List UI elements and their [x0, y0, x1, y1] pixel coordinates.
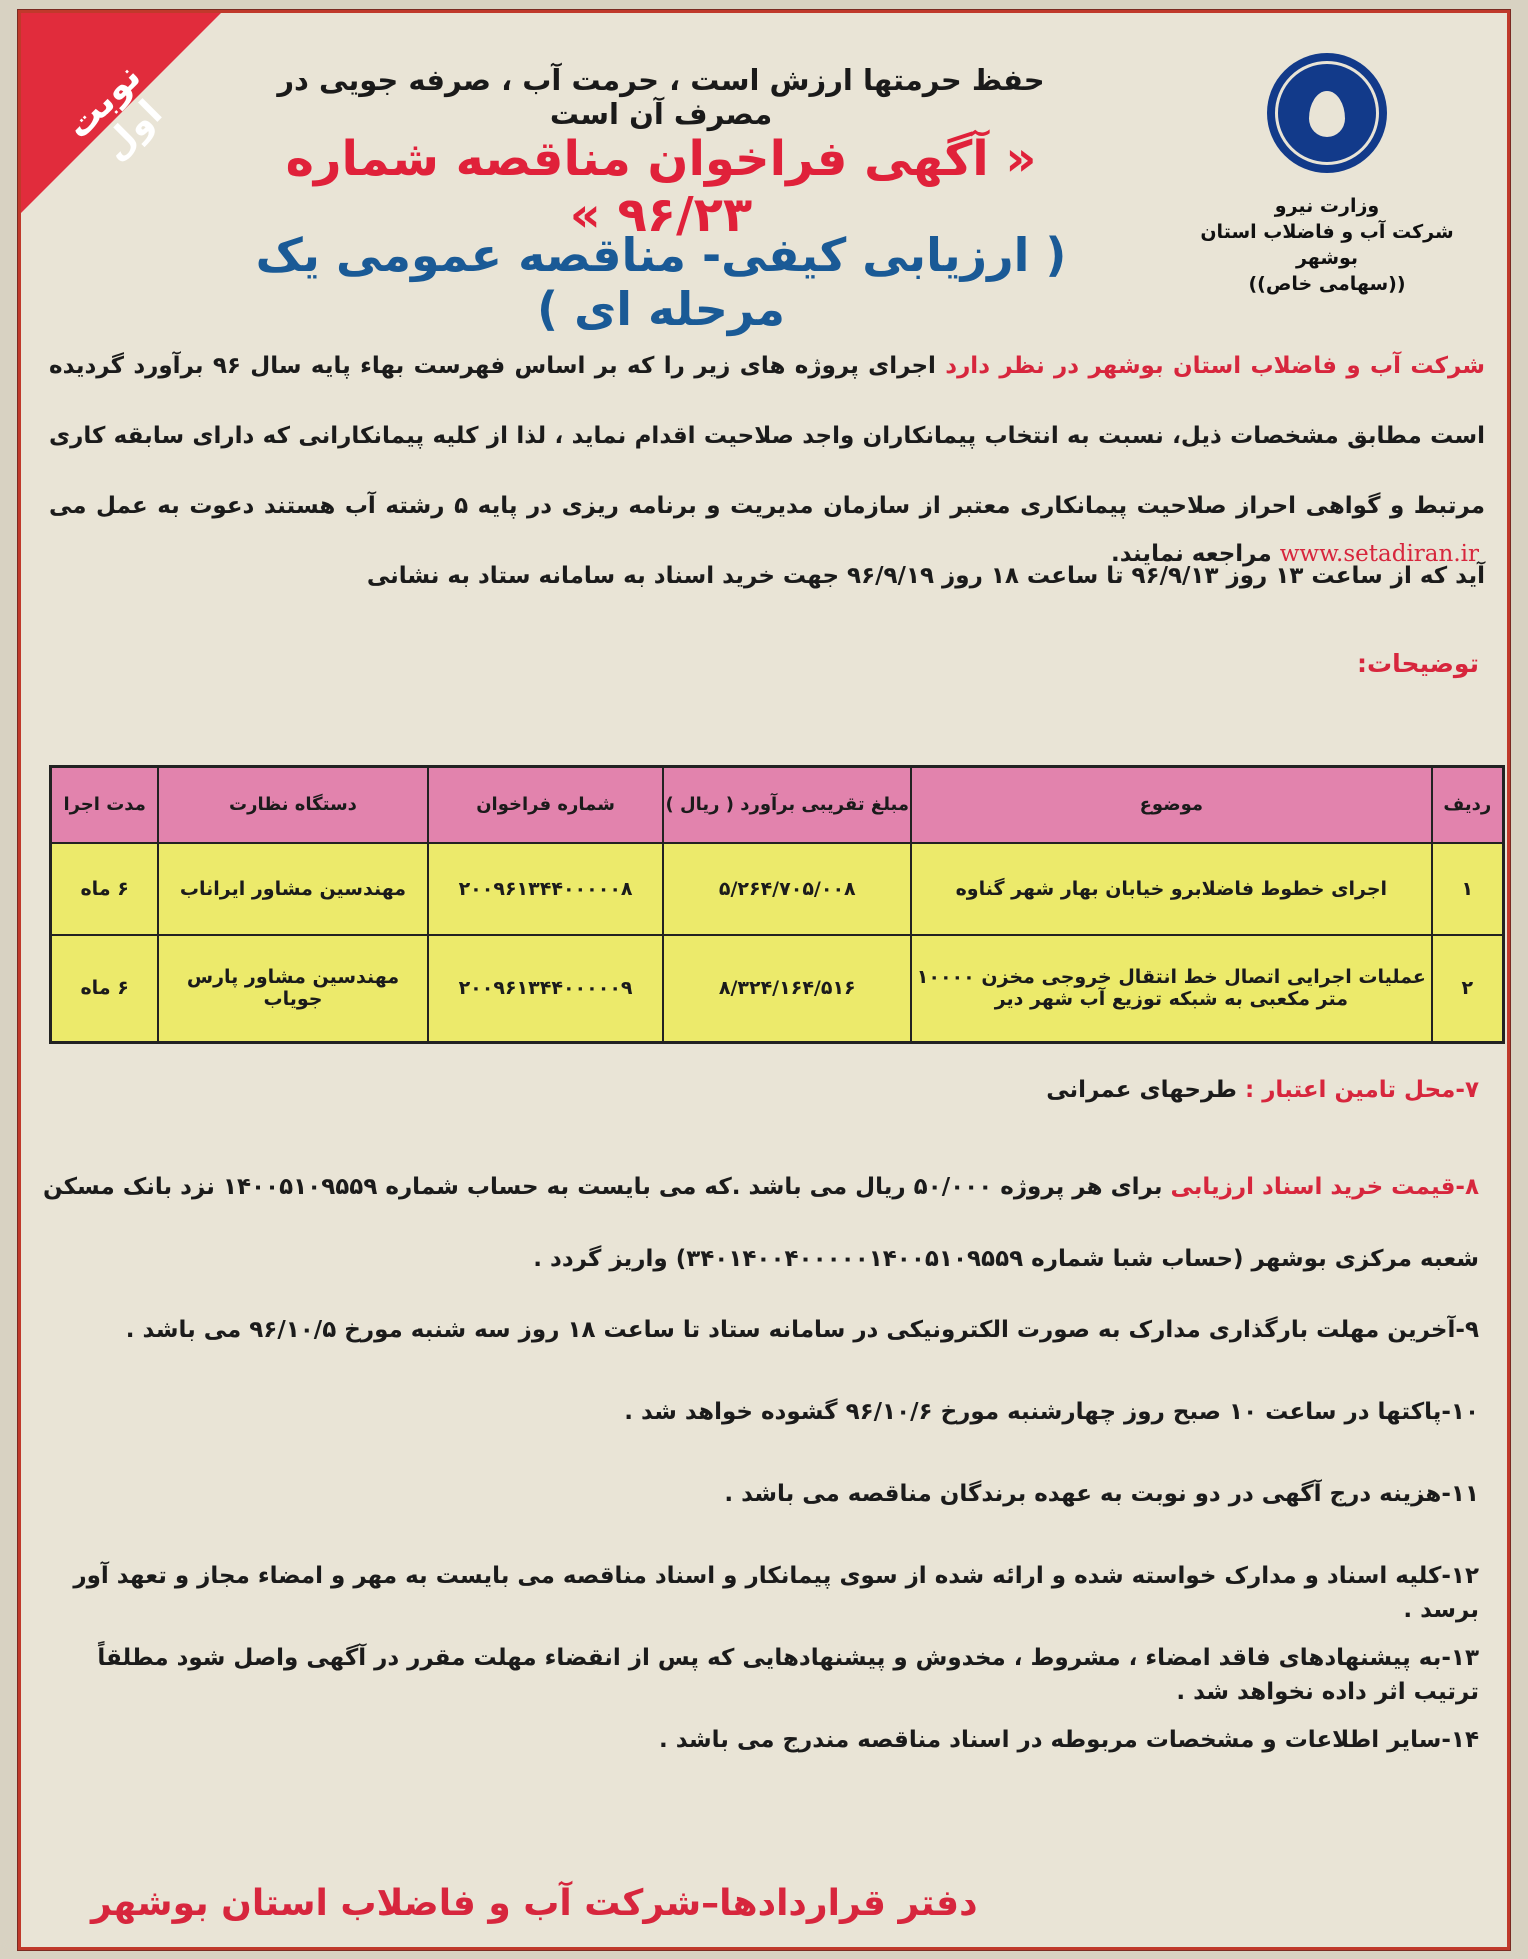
notes-heading: توضیحات: — [1357, 649, 1479, 678]
badge-label: نوبت اول — [57, 55, 171, 169]
note-7-label: ۷-محل تامین اعتبار : — [1244, 1077, 1479, 1103]
footer-signature: دفتر قراردادها–شرکت آب و فاضلاب استان بوشهر — [91, 1883, 978, 1924]
header-supervisor: دستگاه نظارت — [158, 767, 427, 843]
projects-table — [49, 765, 1505, 1044]
table-row — [51, 935, 1504, 1043]
table-header-row — [51, 767, 1504, 843]
org-ministry: وزارت نیرو — [1274, 195, 1380, 217]
note-item-10: ۱۰-پاکتها در ساعت ۱۰ صبح روز چهارشنبه مورخ ۹۶/۱۰/۶ گشوده خواهد شد . — [624, 1399, 1479, 1425]
cell-supervisor: مهندسین مشاور ایراناب — [158, 843, 427, 935]
cell-estimate: ۸/۳۲۴/۱۶۴/۵۱۶ — [663, 935, 911, 1043]
tender-notice — [18, 10, 1510, 1950]
header-subject: موضوع — [911, 767, 1432, 843]
note-7-value: طرحهای عمرانی — [1046, 1077, 1245, 1103]
intro-body: اجرای پروژه های زیر را که بر اساس فهرست بهاء پایه سال ۹۶ برآورد گردیده است مطابق مشخصات ذیل، نسبت به انتخاب پیمانکاران واجد صلاحیت اقدام نماید ، لذا از کلیه پیمانکارانی که دارای سابقه کاری مرتبط و گواهی احراز صلاحیت پیمانکاری معتبر از سازمان مدیریت و برنامه ریزی در پایه ۵ رشته آب هستند دعوت به عمل می آید که از ساعت ۱۳ روز ۹۶/۹/۱۳ تا ساعت ۱۸ روز ۹۶/۹/۱۹ جهت خرید اسناد به سامانه ستاد به نشانی — [49, 353, 1486, 589]
cell-row-number: ۲ — [1432, 935, 1504, 1043]
intro-tail: مراجعه نمایند. — [1111, 541, 1280, 567]
slogan: حفظ حرمتها ارزش است ، حرمت آب ، صرفه جویی در مصرف آن است — [277, 63, 1045, 131]
cell-call-number: ۲۰۰۹۶۱۳۴۴۰۰۰۰۰۹ — [428, 935, 664, 1043]
note-8-label: ۸-قیمت خرید اسناد ارزیابی — [1170, 1174, 1479, 1200]
cell-duration: ۶ ماه — [51, 935, 159, 1043]
cell-duration: ۶ ماه — [51, 843, 159, 935]
header-call-number: شماره فراخوان — [428, 767, 664, 843]
cell-subject: اجرای خطوط فاضلابرو خیابان بهار شهر گناوه — [911, 843, 1432, 935]
header-duration: مدت اجرا — [51, 767, 159, 843]
org-company: شرکت آب و فاضلاب استان بوشهر — [1200, 221, 1454, 269]
org-block — [1177, 53, 1477, 297]
cell-estimate: ۵/۲۶۴/۷۰۵/۰۰۸ — [663, 843, 911, 935]
table-row — [51, 843, 1504, 935]
note-item-12: ۱۲-کلیه اسناد و مدارک خواسته شده و ارائه شده از سوی پیمانکار و اسناد مناقصه می بایست به مهر و امضاء مجاز و تعهد آور برسد . — [73, 1563, 1479, 1623]
water-company-logo-icon — [1267, 53, 1387, 173]
cell-call-number: ۲۰۰۹۶۱۳۴۴۰۰۰۰۰۸ — [428, 843, 664, 935]
header-row-number: ردیف — [1432, 767, 1504, 843]
cell-row-number: ۱ — [1432, 843, 1504, 935]
cell-subject: عملیات اجرایی اتصال خط انتقال خروجی مخزن ۱۰۰۰۰ متر مکعبی به شبکه توزیع آب شهر دیر — [911, 935, 1432, 1043]
note-item-11: ۱۱-هزینه درج آگهی در دو نوبت به عهده برندگان مناقصه می باشد . — [724, 1481, 1479, 1507]
intro-lead: شرکت آب و فاضلاب استان بوشهر در نظر دارد — [945, 353, 1485, 379]
note-item-9: ۹-آخرین مهلت بارگذاری مدارک به صورت الکترونیکی در سامانه ستاد تا ساعت ۱۸ روز سه شنبه مورخ ۹۶/۱۰/۵ می باشد . — [125, 1317, 1479, 1343]
header-estimate: مبلغ تقریبی برآورد ( ریال ) — [663, 767, 911, 843]
setadiran-link[interactable]: www.setadiran.ir — [1279, 541, 1479, 567]
note-8-body: برای هر پروژه ۵۰/۰۰۰ ریال می باشد .که می بایست به حساب شماره ۱۴۰۰۵۱۰۹۵۵۹ نزد بانک مسکن شعبه مرکزی بوشهر (حساب شبا شماره ۳۴۰۱۴۰۰۴۰۰۰۰۰۱۴۰۰۵۱۰۹۵۵۹) واریز گردد . — [42, 1174, 1479, 1272]
intro-paragraph — [49, 331, 1485, 611]
org-type: ((سهامی خاص)) — [1248, 273, 1406, 295]
note-item-7 — [43, 1073, 1479, 1107]
note-item-8 — [43, 1151, 1479, 1295]
notice-subtitle: ( ارزیابی کیفی- مناقصه عمومی یک مرحله ای ) — [255, 228, 1067, 336]
notice-title: « آگهی فراخوان مناقصه شماره ۹۶/۲۳ » — [285, 131, 1037, 243]
intro-ending — [1111, 541, 1479, 567]
note-item-14: ۱۴-سایر اطلاعات و مشخصات مربوطه در اسناد مناقصه مندرج می باشد . — [659, 1727, 1479, 1753]
cell-supervisor: مهندسین مشاور پارس جویاب — [158, 935, 427, 1043]
note-item-13: ۱۳-به پیشنهادهای فاقد امضاء ، مشروط ، مخدوش و پیشنهادهایی که پس از انقضاء مهلت مقرر در آگهی واصل شود مطلقاً ترتیب اثر داده نخواهد شد . — [97, 1645, 1479, 1705]
